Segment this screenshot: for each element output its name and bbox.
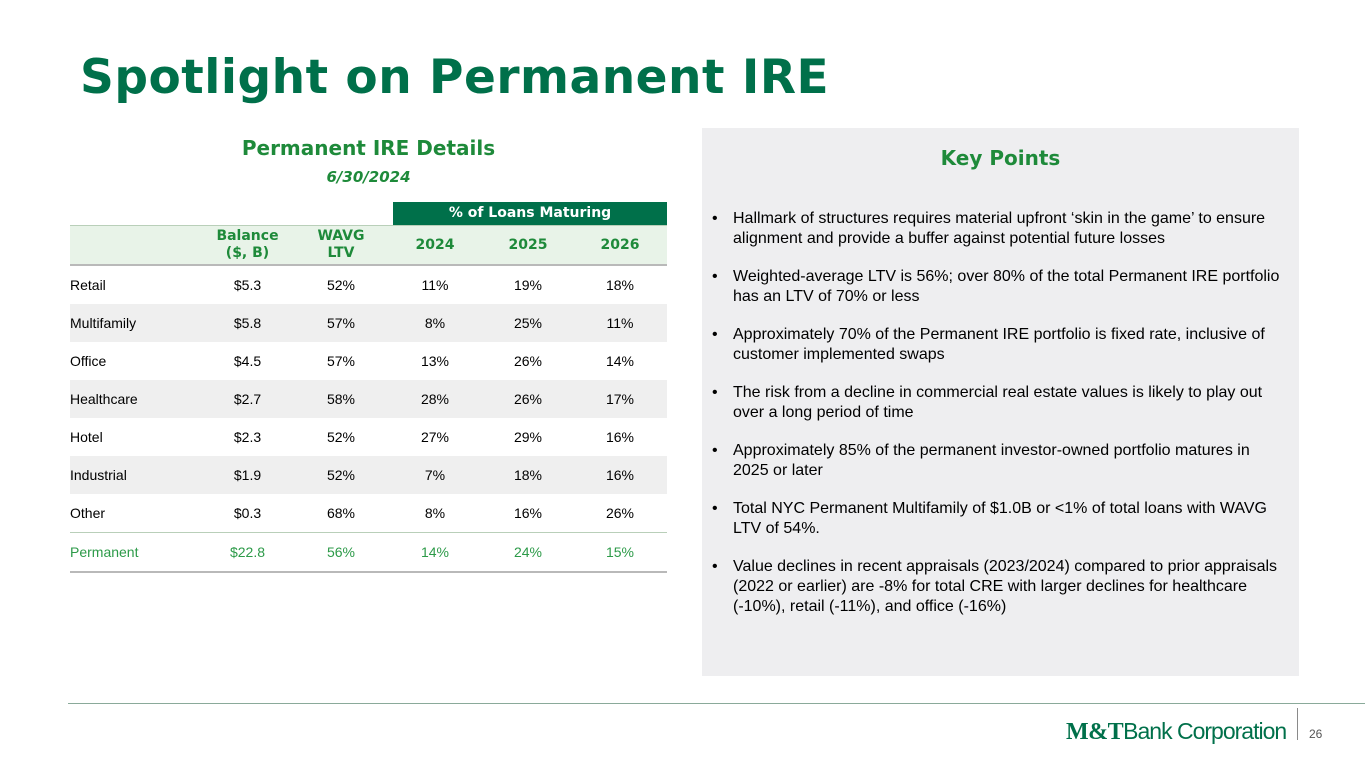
bullet-icon: • [712, 384, 718, 401]
table-row [70, 304, 667, 342]
permanent-ire-table [70, 225, 667, 573]
bullet-icon: • [712, 558, 718, 575]
y2025-cell: 26% [483, 380, 573, 418]
y2026-cell: 16% [605, 429, 635, 445]
table-header-row [70, 226, 667, 266]
y2026-cell: 16% [573, 456, 667, 494]
bullet-icon: • [712, 326, 718, 343]
bullet-icon: • [712, 500, 718, 517]
wavg-cell: 52% [295, 456, 387, 494]
header-balance-label: Balance ($, B) [216, 228, 279, 261]
wavg-cell: 52% [326, 277, 356, 293]
bullet-icon: • [712, 442, 718, 459]
header-category [70, 226, 200, 266]
wavg-cell: 57% [326, 353, 356, 369]
wavg-cell: 57% [295, 304, 387, 342]
header-balance [200, 226, 295, 266]
logo-mark: M&T [1066, 719, 1124, 745]
y2025-cell: 19% [513, 277, 543, 293]
balance-cell: $1.9 [200, 456, 295, 494]
key-point-text: Value declines in recent appraisals (2023/2024) compared to prior appraisals (2022 or earlier) are -8% for total CRE with larger declines for healthcare (-10%), retail (-11%), and office (-16%) [733, 558, 1278, 615]
wavg-cell: 58% [295, 380, 387, 418]
balance-cell: $2.7 [200, 380, 295, 418]
key-point-text: Approximately 85% of the permanent investor-owned portfolio matures in 2025 or later [733, 442, 1250, 479]
y2024-cell: 13% [420, 353, 450, 369]
y2024-cell: 11% [421, 277, 449, 293]
y2025-cell: 26% [513, 353, 543, 369]
key-point-text: Approximately 70% of the Permanent IRE portfolio is fixed rate, inclusive of customer implemented swaps [733, 326, 1265, 363]
wavg-cell: 68% [326, 505, 356, 521]
key-points-title: Key Points [940, 146, 1061, 170]
slide-title: Spotlight on Permanent IRE [80, 50, 830, 105]
y2025-cell: 18% [483, 456, 573, 494]
row-label: Other [70, 505, 106, 521]
y2024-cell: 8% [424, 505, 446, 521]
header-2024: 2024 [387, 226, 483, 266]
y2025-cell: 16% [513, 505, 543, 521]
balance-cell: $5.8 [200, 304, 295, 342]
total-2025: 24% [483, 533, 573, 573]
y2026-cell: 18% [605, 277, 635, 293]
details-date: 6/30/2024 [326, 168, 411, 186]
total-label: Permanent [70, 533, 200, 573]
row-label: Hotel [70, 429, 103, 445]
row-label: Healthcare [70, 380, 200, 418]
maturing-header: % of Loans Maturing [393, 202, 667, 225]
key-point [712, 499, 1287, 539]
balance-cell: $0.3 [233, 505, 262, 521]
bullet-icon: • [712, 268, 718, 285]
key-point [712, 325, 1287, 365]
table-row [70, 265, 667, 304]
logo-text: Bank Corporation [1123, 718, 1287, 744]
key-point [712, 383, 1287, 423]
details-title: Permanent IRE Details [241, 136, 496, 160]
y2024-cell: 27% [420, 429, 450, 445]
row-label: Multifamily [70, 304, 200, 342]
table-row [70, 494, 667, 533]
y2025-cell: 25% [483, 304, 573, 342]
row-label: Industrial [70, 456, 200, 494]
total-row [70, 533, 667, 573]
row-label: Retail [70, 277, 106, 293]
table-row [70, 456, 667, 494]
key-point-text: Weighted-average LTV is 56%; over 80% of the total Permanent IRE portfolio has an LTV of 70% or less [733, 268, 1280, 305]
header-wavg [295, 226, 387, 266]
company-logo [1066, 718, 1286, 746]
header-wavg-label: WAVG LTV [317, 228, 365, 261]
y2024-cell: 8% [387, 304, 483, 342]
key-points-list [712, 209, 1287, 635]
y2024-cell: 7% [387, 456, 483, 494]
key-point-text: Total NYC Permanent Multifamily of $1.0B or <1% of total loans with WAVG LTV of 54%. [733, 500, 1267, 537]
table-row [70, 380, 667, 418]
key-point-text: The risk from a decline in commercial real estate values is likely to play out over a long period of time [733, 384, 1263, 421]
wavg-cell: 52% [326, 429, 356, 445]
key-point-text: Hallmark of structures requires material upfront ‘skin in the game’ to ensure alignment and provide a buffer against potential future losses [733, 210, 1266, 247]
balance-cell: $5.3 [233, 277, 262, 293]
key-point [712, 267, 1287, 307]
total-2024: 14% [387, 533, 483, 573]
header-2026: 2026 [573, 226, 667, 266]
total-2026: 15% [573, 533, 667, 573]
key-points-panel [702, 128, 1299, 676]
table-row [70, 342, 667, 380]
total-balance: $22.8 [200, 533, 295, 573]
footer-divider [68, 703, 1365, 704]
header-2025: 2025 [483, 226, 573, 266]
y2026-cell: 11% [573, 304, 667, 342]
key-point [712, 557, 1287, 617]
key-point [712, 441, 1287, 481]
y2024-cell: 28% [387, 380, 483, 418]
y2026-cell: 17% [573, 380, 667, 418]
total-wavg: 56% [295, 533, 387, 573]
balance-cell: $4.5 [233, 353, 262, 369]
y2025-cell: 29% [513, 429, 543, 445]
key-point [712, 209, 1287, 249]
row-label: Office [70, 353, 107, 369]
page-number: 26 [1309, 727, 1323, 741]
bullet-icon: • [712, 210, 718, 227]
y2026-cell: 14% [605, 353, 635, 369]
y2026-cell: 26% [605, 505, 635, 521]
logo-divider [1297, 708, 1298, 740]
balance-cell: $2.3 [233, 429, 262, 445]
table-row [70, 418, 667, 456]
